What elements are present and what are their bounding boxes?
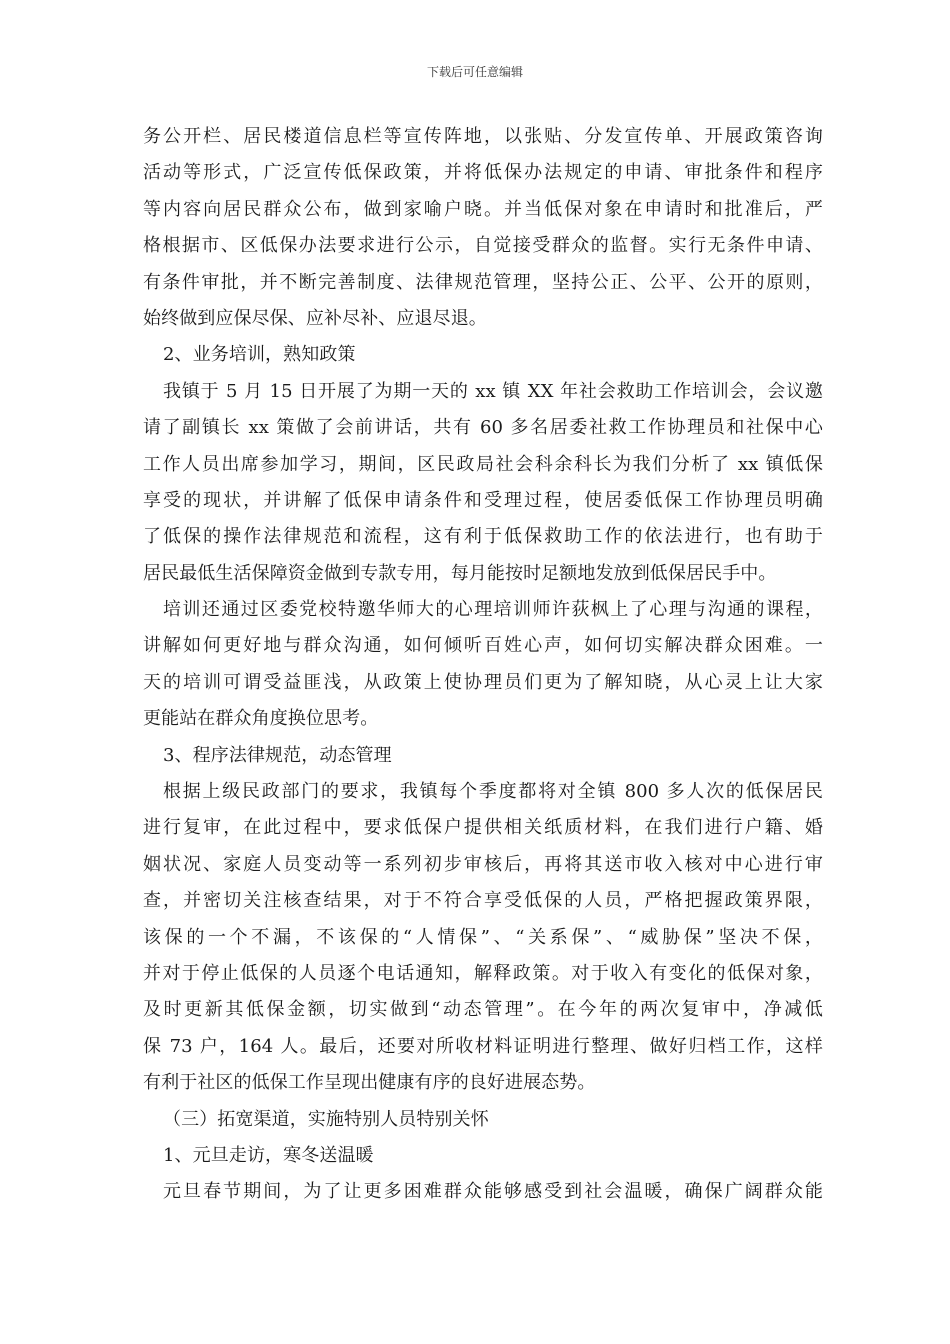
text-line: 并对于停止低保的人员逐个电话通知，解释政策。对于收入有变化的低保对象，: [143, 962, 823, 984]
text-line: 3、程序法律规范，动态管理: [163, 744, 392, 766]
text-line: 工作人员出席参加学习，期间，区民政局社会科余科长为我们分析了 xx 镇低保: [143, 453, 823, 475]
text-line: 请了副镇长 xx 策做了会前讲话，共有 60 多名居委社救工作协理员和社保中心: [143, 417, 823, 439]
text-line: 1、元旦走访，寒冬送温暖: [163, 1144, 374, 1166]
text-line: 享受的现状，并讲解了低保申请条件和受理过程，使居委低保工作协理员明确: [143, 489, 823, 511]
text-line: 培训还通过区委党校特邀华师大的心理培训师许荻枫上了心理与沟通的课程，: [163, 599, 823, 621]
text-line: 有条件审批，并不断完善制度、法律规范管理，坚持公正、公平、公开的原则，: [143, 271, 823, 293]
text-line: 查，并密切关注核查结果，对于不符合享受低保的人员，严格把握政策界限，: [143, 890, 823, 912]
text-line: 讲解如何更好地与群众沟通，如何倾听百姓心声，如何切实解决群众困难。一: [143, 635, 823, 657]
text-line: 格根据市、区低保办法要求进行公示，自觉接受群众的监督。实行无条件申请、: [143, 235, 823, 257]
text-line: 始终做到应保尽保、应补尽补、应退尽退。: [143, 307, 487, 329]
text-line: 等内容向居民群众公布，做到家喻户晓。并当低保对象在申请时和批准后，严: [143, 198, 823, 220]
text-line: （三）拓宽渠道，实施特别人员特别关怀: [163, 1108, 489, 1130]
text-line: 我镇于 5 月 15 日开展了为期一天的 xx 镇 XX 年社会救助工作培训会，会议邀: [163, 380, 823, 402]
text-line: 根据上级民政部门的要求，我镇每个季度都将对全镇 800 多人次的低保居民: [163, 781, 823, 803]
text-line: 进行复审，在此过程中，要求低保户提供相关纸质材料，在我们进行户籍、婚: [143, 817, 823, 839]
text-line: 活动等形式，广泛宣传低保政策，并将低保办法规定的申请、审批条件和程序: [143, 162, 823, 184]
text-line: 务公开栏、居民楼道信息栏等宣传阵地，以张贴、分发宣传单、开展政策咨询: [143, 126, 823, 147]
text-line: 居民最低生活保障资金做到专款专用，每月能按时足额地发放到低保居民手中。: [143, 562, 777, 584]
text-line: 了低保的操作法律规范和流程，这有利于低保救助工作的依法进行，也有助于: [143, 526, 823, 548]
text-line: 姻状况、家庭人员变动等一系列初步审核后，再将其送市收入核对中心进行审: [143, 853, 823, 875]
text-line: 天的培训可谓受益匪浅，从政策上使协理员们更为了解知晓，从心灵上让大家: [143, 671, 823, 693]
text-line: 保 73 户，164 人。最后，还要对所收材料证明进行整理、做好归档工作，这样: [143, 1035, 823, 1057]
page-header: 下载后可任意编辑: [426, 65, 523, 79]
document-body: [143, 119, 823, 1211]
text-line: 2、业务培训，熟知政策: [163, 344, 356, 366]
text-line: 及时更新其低保金额，切实做到“动态管理”。在今年的两次复审中，净减低: [143, 999, 823, 1021]
text-line: 元旦春节期间，为了让更多困难群众能够感受到社会温暖，确保广阔群众能: [163, 1181, 823, 1203]
text-line: 该保的一个不漏，不该保的“人情保”、“关系保”、“威胁保”坚决不保，: [143, 926, 823, 948]
text-line: 更能站在群众角度换位思考。: [143, 708, 379, 730]
text-line: 有利于社区的低保工作呈现出健康有序的良好进展态势。: [143, 1072, 596, 1094]
